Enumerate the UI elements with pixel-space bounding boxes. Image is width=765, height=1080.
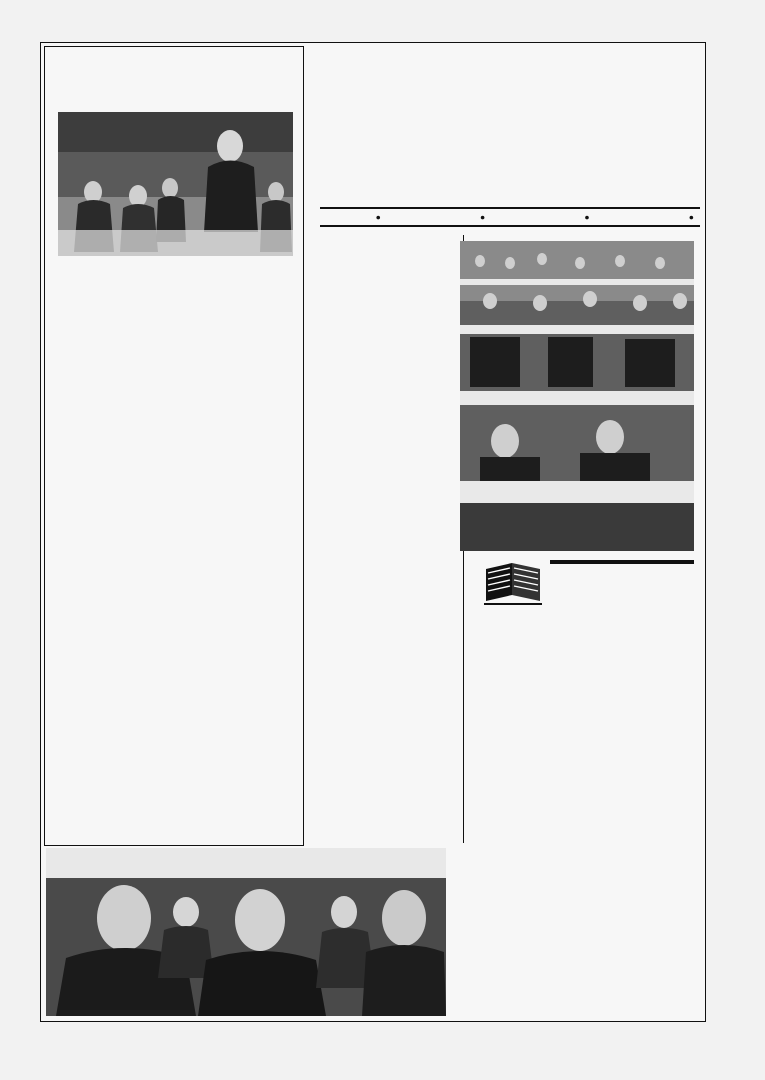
photo-speaker xyxy=(58,112,293,256)
party-list xyxy=(320,312,460,608)
announcement-text xyxy=(470,934,696,1016)
dot-icon: ● xyxy=(375,212,381,222)
news-column-2 xyxy=(595,614,695,932)
news-column-1 xyxy=(472,614,583,932)
dot-icon: ● xyxy=(584,212,590,222)
photo-classroom xyxy=(460,241,694,551)
announcement-box xyxy=(470,934,696,1016)
rubric-title xyxy=(550,560,694,564)
photo-group xyxy=(46,848,446,1016)
dot-icon: ● xyxy=(479,212,486,222)
building-icon xyxy=(484,555,542,607)
left-article-body xyxy=(56,262,296,770)
issue-bar xyxy=(320,207,700,227)
dot-icon: ● xyxy=(688,212,694,222)
komsomol-list xyxy=(320,646,460,842)
